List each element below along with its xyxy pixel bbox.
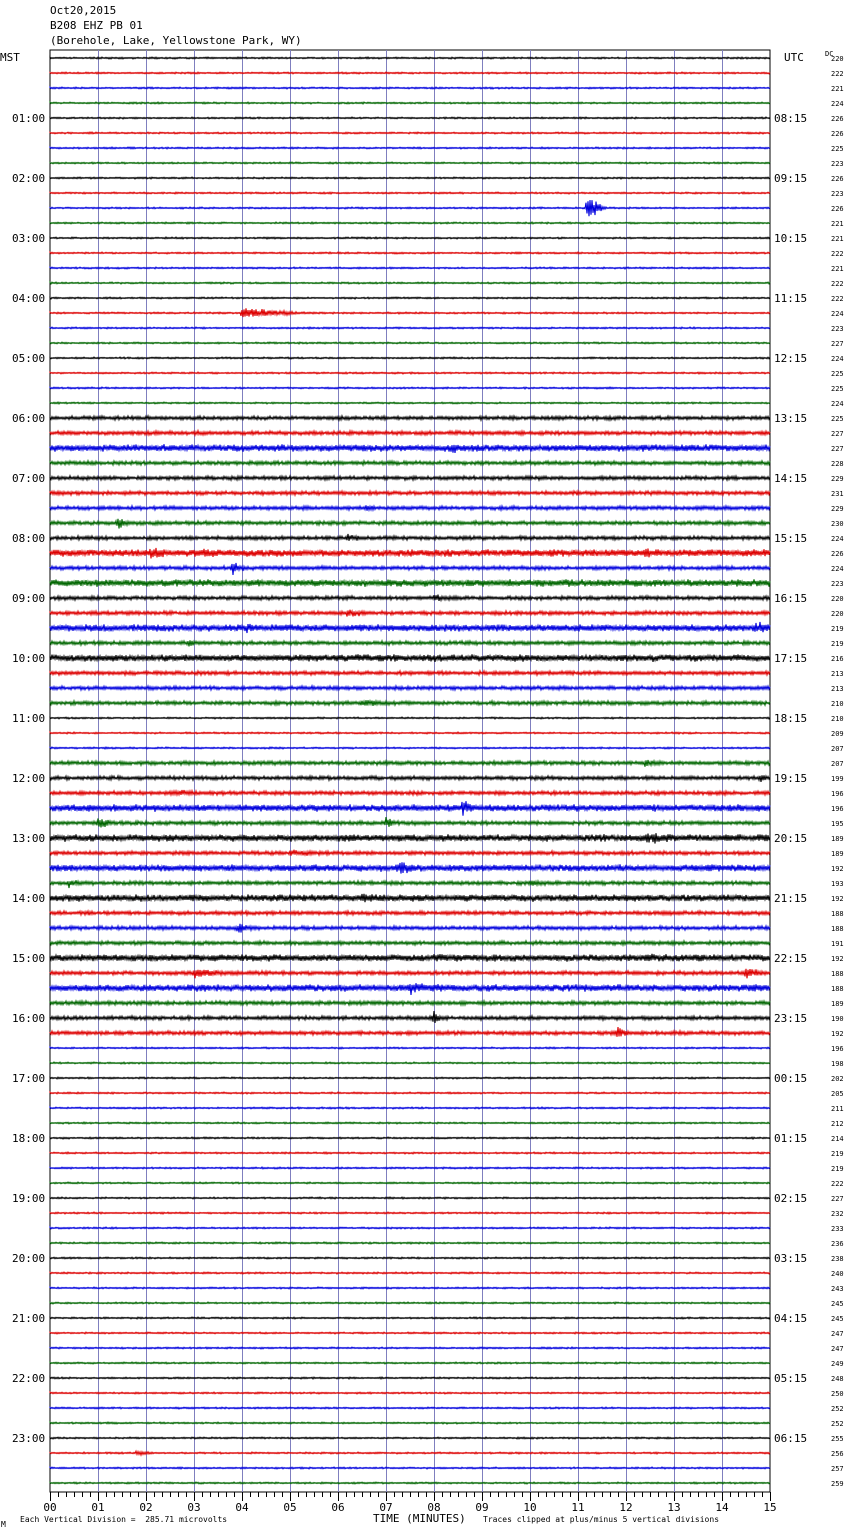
utc-time-label: 05:15 <box>774 1372 808 1385</box>
utc-time-label: 03:15 <box>774 1252 808 1265</box>
seismogram-trace <box>50 717 770 719</box>
seismogram-trace <box>50 1407 770 1409</box>
dc-offset-label: 221 <box>831 85 844 93</box>
dc-offset-label: 223 <box>831 160 844 168</box>
mst-time-label: 19:00 <box>12 1192 46 1205</box>
mst-time-label: 17:00 <box>12 1072 46 1085</box>
dc-offset-label: 189 <box>831 850 844 858</box>
utc-time-label: 19:15 <box>774 772 808 785</box>
dc-offset-label: 189 <box>831 1000 844 1008</box>
seismogram-trace <box>50 833 770 843</box>
seismogram-trace <box>50 671 770 675</box>
seismogram-trace <box>50 342 770 344</box>
seismogram-trace <box>50 924 770 933</box>
seismogram-trace <box>50 1107 770 1109</box>
dc-offset-label: 227 <box>831 340 844 348</box>
dc-offset-label: 219 <box>831 640 844 648</box>
dc-offset-label: 224 <box>831 400 844 408</box>
mst-time-label: 10:00 <box>12 652 46 665</box>
utc-time-label: 13:15 <box>774 412 808 425</box>
dc-offset-label: 227 <box>831 1195 844 1203</box>
right-axis-label: UTC <box>784 51 804 64</box>
seismogram-trace <box>50 700 770 706</box>
dc-offset-label: 192 <box>831 895 844 903</box>
x-tick-label: 06 <box>331 1501 345 1514</box>
seismogram-trace <box>50 1347 770 1349</box>
utc-time-label: 10:15 <box>774 232 808 245</box>
dc-offset-label: 216 <box>831 655 844 663</box>
dc-offset-label: 225 <box>831 370 844 378</box>
x-tick-label: 02 <box>139 1501 153 1514</box>
x-tick-label: 07 <box>379 1501 393 1514</box>
seismogram-trace <box>50 1167 770 1169</box>
seismogram-trace <box>50 654 770 662</box>
seismogram-trace <box>50 444 770 453</box>
dc-offset-label: 238 <box>831 1255 844 1263</box>
dc-offset-label: 226 <box>831 115 844 123</box>
utc-time-label: 23:15 <box>774 1012 808 1025</box>
seismogram-trace <box>50 801 770 816</box>
mst-time-label: 03:00 <box>12 232 46 245</box>
dc-offset-label: 224 <box>831 355 844 363</box>
seismogram-trace <box>50 132 770 134</box>
x-tick-label: 04 <box>235 1501 249 1514</box>
mst-time-label: 04:00 <box>12 292 46 305</box>
mst-time-label: 01:00 <box>12 112 46 125</box>
dc-offset-label: 220 <box>831 610 844 618</box>
dc-offset-label: 224 <box>831 565 844 573</box>
utc-time-label: 11:15 <box>774 292 808 305</box>
dc-offset-label: 199 <box>831 775 844 783</box>
mst-time-label: 11:00 <box>12 712 46 725</box>
x-tick-label: 10 <box>523 1501 537 1514</box>
seismogram-trace <box>50 595 770 601</box>
header-station: B208 EHZ PB 01 <box>50 19 143 32</box>
seismogram-trace <box>50 1302 770 1304</box>
dc-offset-label: 224 <box>831 535 844 543</box>
dc-offset-label: 209 <box>831 730 844 738</box>
utc-time-label: 02:15 <box>774 1192 808 1205</box>
utc-time-label: 17:15 <box>774 652 808 665</box>
seismogram-trace <box>50 1122 770 1124</box>
seismogram-traces <box>50 57 770 1484</box>
seismogram-trace <box>50 162 770 164</box>
dc-offset-label: 222 <box>831 295 844 303</box>
mst-time-label: 16:00 <box>12 1012 46 1025</box>
seismogram-trace <box>50 1227 770 1229</box>
dc-offset-label: 188 <box>831 910 844 918</box>
seismogram-trace <box>50 102 770 104</box>
seismogram-trace <box>50 72 770 74</box>
seismogram-trace <box>50 1001 770 1005</box>
utc-time-label: 21:15 <box>774 892 808 905</box>
dc-offset-label: 207 <box>831 760 844 768</box>
x-tick-label: 14 <box>715 1501 729 1514</box>
seismogram-trace <box>50 461 770 465</box>
dc-offset-label: 222 <box>831 250 844 258</box>
utc-time-label: 20:15 <box>774 832 808 845</box>
seismogram-trace <box>50 1027 770 1037</box>
seismogram-trace <box>50 894 770 902</box>
dc-offset-label: 226 <box>831 205 844 213</box>
seismogram-trace <box>50 372 770 374</box>
seismogram-trace <box>50 1137 770 1139</box>
seismogram-trace <box>50 1287 770 1289</box>
seismogram-trace <box>50 519 770 529</box>
seismogram-trace <box>50 850 770 856</box>
dc-offset-label: 223 <box>831 190 844 198</box>
seismogram-trace <box>50 579 770 587</box>
seismogram-trace <box>50 1317 770 1319</box>
dc-offset-label: 213 <box>831 685 844 693</box>
seismogram-trace <box>50 622 770 633</box>
seismogram-trace <box>50 686 770 690</box>
utc-time-label: 09:15 <box>774 172 808 185</box>
seismogram-trace <box>50 1257 770 1259</box>
dc-offset-label: 233 <box>831 1225 844 1233</box>
header-date: Oct20,2015 <box>50 4 117 17</box>
dc-offset-label: 212 <box>831 1120 844 1128</box>
dc-offset-label: 250 <box>831 1390 844 1398</box>
mst-time-label: 21:00 <box>12 1312 46 1325</box>
seismogram-trace <box>50 1092 770 1094</box>
dc-offset-label: 214 <box>831 1135 844 1143</box>
dc-offset-label: 224 <box>831 100 844 108</box>
dc-offset-label: 247 <box>831 1330 844 1338</box>
corner-mark: M <box>1 1520 6 1529</box>
utc-time-label: 16:15 <box>774 592 808 605</box>
dc-offset-label: 223 <box>831 325 844 333</box>
dc-offset-label: 226 <box>831 130 844 138</box>
dc-offset-label: 240 <box>831 1270 844 1278</box>
seismogram-trace <box>50 1451 770 1455</box>
seismogram-trace <box>50 476 770 480</box>
dc-offset-label: 225 <box>831 145 844 153</box>
dc-offset-label: 247 <box>831 1345 844 1353</box>
dc-offset-label: 225 <box>831 415 844 423</box>
seismogram-trace <box>50 357 770 359</box>
dc-offset-label: 192 <box>831 865 844 873</box>
mst-time-label: 14:00 <box>12 892 46 905</box>
dc-offset-label: 223 <box>831 580 844 588</box>
dc-offset-label: 245 <box>831 1300 844 1308</box>
dc-offset-label: 191 <box>831 940 844 948</box>
seismogram-trace <box>50 431 770 435</box>
dc-offset-label: 188 <box>831 925 844 933</box>
seismogram-trace <box>50 1362 770 1364</box>
dc-offset-label: 252 <box>831 1420 844 1428</box>
seismogram-trace <box>50 732 770 734</box>
x-tick-label: 13 <box>667 1501 681 1514</box>
x-tick-label: 15 <box>763 1501 777 1514</box>
dc-offset-label: 257 <box>831 1465 844 1473</box>
seismogram-trace <box>50 491 770 495</box>
seismogram-trace <box>50 1422 770 1424</box>
seismogram-trace <box>50 87 770 89</box>
seismogram-trace <box>50 147 770 149</box>
dc-offset-label: 221 <box>831 220 844 228</box>
seismogram-trace <box>50 297 770 299</box>
dc-offset-label: 196 <box>831 1045 844 1053</box>
scale-note: Each Vertical Division = 285.71 microvolts <box>20 1515 228 1524</box>
seismogram-trace <box>50 237 770 239</box>
x-tick-label: 01 <box>91 1501 105 1514</box>
utc-time-label: 14:15 <box>774 472 808 485</box>
dc-offset-label: 222 <box>831 280 844 288</box>
dc-offset-label: 225 <box>831 385 844 393</box>
dc-offset-label: 229 <box>831 505 844 513</box>
seismogram-trace <box>50 760 770 767</box>
dc-offset-label: 222 <box>831 1180 844 1188</box>
dc-offset-label: 195 <box>831 820 844 828</box>
utc-time-label: 01:15 <box>774 1132 808 1145</box>
seismogram-trace <box>50 747 770 749</box>
seismogram-trace <box>50 1467 770 1469</box>
dc-offset-label: 219 <box>831 1150 844 1158</box>
seismogram-trace <box>50 911 770 916</box>
dc-offset-label: 226 <box>831 175 844 183</box>
dc-offset-label: 211 <box>831 1105 844 1113</box>
seismogram-trace <box>50 177 770 179</box>
utc-time-label: 08:15 <box>774 112 808 125</box>
dc-offset-label: 193 <box>831 880 844 888</box>
seismogram-trace <box>50 941 770 945</box>
seismogram-trace <box>50 548 770 559</box>
mst-time-label: 07:00 <box>12 472 46 485</box>
mst-time-label: 02:00 <box>12 172 46 185</box>
mst-time-label: 18:00 <box>12 1132 46 1145</box>
seismogram-trace <box>50 308 770 317</box>
dc-offset-label: 221 <box>831 265 844 273</box>
seismogram-trace <box>50 1212 770 1214</box>
dc-offset-label: 249 <box>831 1360 844 1368</box>
dc-offset-label: 229 <box>831 475 844 483</box>
dc-offset-label: 202 <box>831 1075 844 1083</box>
seismogram-trace <box>50 1272 770 1274</box>
dc-offset-label: 220 <box>831 595 844 603</box>
mst-time-label: 20:00 <box>12 1252 46 1265</box>
seismogram-trace <box>50 1242 770 1244</box>
dc-offset-label: 226 <box>831 550 844 558</box>
seismogram-trace <box>50 817 770 827</box>
mst-time-label: 05:00 <box>12 352 46 365</box>
axis-labels <box>0 50 844 1514</box>
seismogram-trace <box>50 775 770 782</box>
clip-note: Traces clipped at plus/minus 5 vertical divisions <box>483 1515 720 1524</box>
dc-offset-label: 259 <box>831 1480 844 1488</box>
seismogram-trace <box>50 1197 770 1199</box>
utc-time-label: 18:15 <box>774 712 808 725</box>
x-axis-title: TIME (MINUTES) <box>373 1512 466 1525</box>
seismogram-trace <box>50 954 770 962</box>
seismogram-trace <box>50 327 770 329</box>
dc-offset-label: 210 <box>831 700 844 708</box>
dc-offset-label: 231 <box>831 490 844 498</box>
seismogram-trace <box>50 192 770 194</box>
utc-time-label: 12:15 <box>774 352 808 365</box>
seismogram-trace <box>50 222 770 224</box>
dc-offset-label: 190 <box>831 1015 844 1023</box>
dc-offset-label: 192 <box>831 1030 844 1038</box>
x-tick-label: 00 <box>43 1501 57 1514</box>
dc-offset-label: 252 <box>831 1405 844 1413</box>
dc-offset-label: 196 <box>831 805 844 813</box>
seismogram-trace <box>50 862 770 873</box>
seismogram-trace <box>50 1437 770 1439</box>
seismogram-trace <box>50 880 770 888</box>
dc-offset-label: 228 <box>831 460 844 468</box>
seismogram-trace <box>50 416 770 420</box>
seismogram-trace <box>50 1077 770 1079</box>
seismogram-trace <box>50 1482 770 1484</box>
chart-grid <box>50 50 770 1492</box>
seismogram-trace <box>50 117 770 119</box>
dc-offset-label: 198 <box>831 1060 844 1068</box>
dc-offset-label: 227 <box>831 430 844 438</box>
x-tick-label: 05 <box>283 1501 297 1514</box>
utc-time-label: 06:15 <box>774 1432 808 1445</box>
utc-time-label: 00:15 <box>774 1072 808 1085</box>
x-tick-label: 09 <box>475 1501 489 1514</box>
seismogram-trace <box>50 983 770 995</box>
seismogram-trace <box>50 252 770 254</box>
mst-time-label: 08:00 <box>12 532 46 545</box>
mst-time-label: 09:00 <box>12 592 46 605</box>
dc-offset-label: 221 <box>831 235 844 243</box>
dc-offset-label: 245 <box>831 1315 844 1323</box>
seismogram-trace <box>50 1377 770 1379</box>
dc-offset-label: 256 <box>831 1450 844 1458</box>
dc-offset-label: 219 <box>831 625 844 633</box>
dc-offset-label: 219 <box>831 1165 844 1173</box>
dc-offset-label: 192 <box>831 955 844 963</box>
dc-offset-label: 255 <box>831 1435 844 1443</box>
x-tick-label: 08 <box>427 1501 441 1514</box>
utc-time-label: 22:15 <box>774 952 808 965</box>
seismogram-trace <box>50 505 770 510</box>
dc-offset-label: 196 <box>831 790 844 798</box>
dc-offset-label: 207 <box>831 745 844 753</box>
header-location: (Borehole, Lake, Yellowstone Park, WY) <box>50 34 302 47</box>
dc-offset-label: 227 <box>831 445 844 453</box>
dc-offset-label: 224 <box>831 310 844 318</box>
seismogram-trace <box>50 282 770 284</box>
left-axis-label: MST <box>0 51 20 64</box>
mst-time-label: 12:00 <box>12 772 46 785</box>
dc-offset-label: 236 <box>831 1240 844 1248</box>
dc-offset-label: 205 <box>831 1090 844 1098</box>
seismogram-trace <box>50 1011 770 1023</box>
dc-label: DC <box>825 50 834 58</box>
dc-offset-label: 232 <box>831 1210 844 1218</box>
dc-offset-label: 188 <box>831 985 844 993</box>
seismogram-trace <box>50 1392 770 1394</box>
dc-offset-label: 188 <box>831 970 844 978</box>
dc-offset-label: 210 <box>831 715 844 723</box>
x-tick-label: 11 <box>571 1501 585 1514</box>
seismogram-trace <box>50 267 770 269</box>
seismogram-trace <box>50 969 770 979</box>
mst-time-label: 06:00 <box>12 412 46 425</box>
seismogram-trace <box>50 57 770 59</box>
x-tick-label: 12 <box>619 1501 633 1514</box>
seismogram-trace <box>50 1062 770 1064</box>
seismogram-trace <box>50 640 770 646</box>
dc-offset-label: 248 <box>831 1375 844 1383</box>
dc-offset-label: 213 <box>831 670 844 678</box>
mst-time-label: 15:00 <box>12 952 46 965</box>
seismogram-trace <box>50 534 770 541</box>
seismogram-trace <box>50 610 770 617</box>
seismogram-trace <box>50 387 770 389</box>
mst-time-label: 23:00 <box>12 1432 46 1445</box>
seismogram-trace <box>50 790 770 795</box>
mst-time-label: 13:00 <box>12 832 46 845</box>
mst-time-label: 22:00 <box>12 1372 46 1385</box>
dc-offset-label: 220 <box>831 55 844 63</box>
seismogram-trace <box>50 1332 770 1334</box>
plot-frame <box>50 50 770 1492</box>
dc-offset-label: 189 <box>831 835 844 843</box>
seismogram-trace <box>50 200 770 216</box>
x-tick-label: 03 <box>187 1501 201 1514</box>
seismogram-trace <box>50 1182 770 1184</box>
seismogram-trace <box>50 563 770 575</box>
seismogram-trace <box>50 402 770 404</box>
dc-offset-label: 230 <box>831 520 844 528</box>
seismogram-trace <box>50 1047 770 1049</box>
dc-offset-label: 243 <box>831 1285 844 1293</box>
dc-offset-label: 222 <box>831 70 844 78</box>
utc-time-label: 04:15 <box>774 1312 808 1325</box>
seismogram-trace <box>50 1152 770 1154</box>
utc-time-label: 15:15 <box>774 532 808 545</box>
